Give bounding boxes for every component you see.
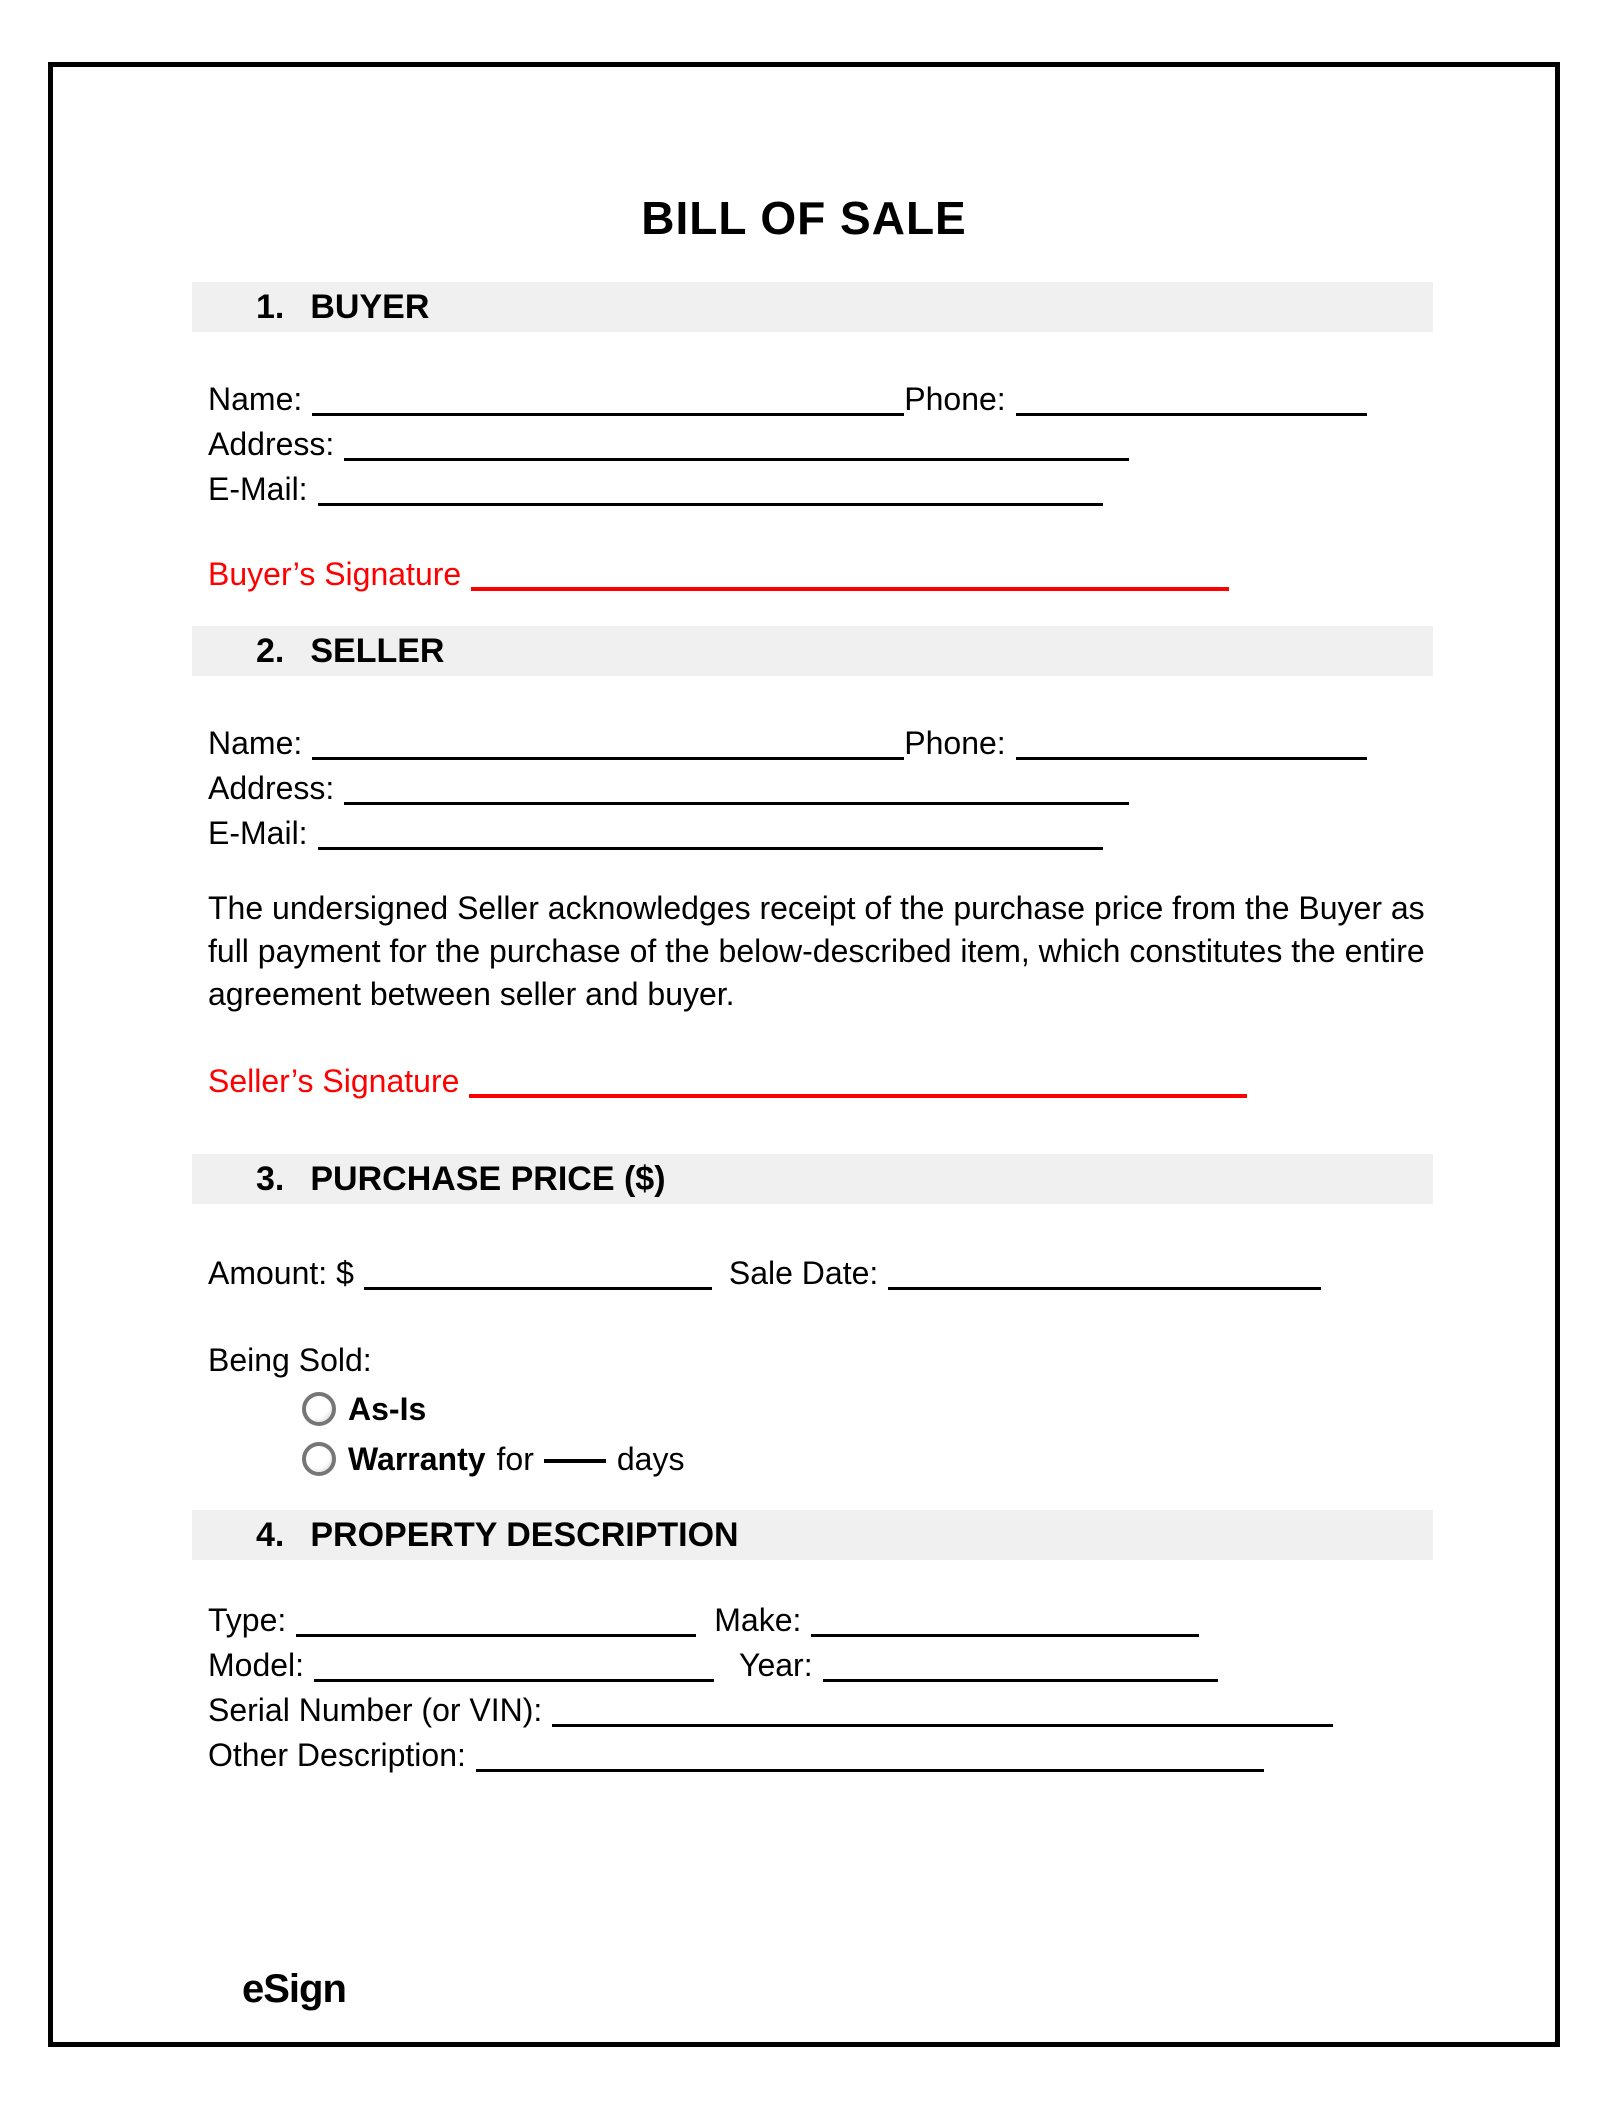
seller-section-header [192,626,1433,676]
buyer-address-label: Address: [208,426,335,462]
seller-address-field[interactable] [344,802,1129,805]
seller-email-row [208,810,1555,855]
seller-address-row [208,765,1555,810]
buyer-name-field[interactable] [312,413,904,416]
warranty-option-row [302,1434,1555,1484]
model-field[interactable] [314,1679,714,1682]
amount-row [208,1250,1555,1295]
buyer-signature-field[interactable] [471,587,1229,591]
serial-label: Serial Number (or VIN): [208,1692,543,1728]
seller-acknowledgement-text: The undersigned Seller acknowledges receipt of the purchase price from the Buyer as full payment for the purchase of the below-described item, which constitutes the entire agreement between seller and buyer. [208,890,1425,1012]
warranty-option-label: Warranty [348,1440,486,1477]
seller-phone-label: Phone: [904,725,1006,761]
serial-row [208,1687,1555,1732]
other-description-label: Other Description: [208,1737,466,1773]
make-field[interactable] [811,1634,1199,1637]
buyer-signature-row [208,551,1555,596]
type-field[interactable] [296,1634,696,1637]
model-label: Model: [208,1647,305,1683]
buyer-name-row [208,376,1555,421]
buyer-email-label: E-Mail: [208,471,308,507]
purchase-price-section-number: 3. [256,1159,285,1198]
property-description-section-header [192,1510,1433,1560]
purchase-price-section-title: PURCHASE PRICE ($) [310,1159,666,1198]
esign-logo: eSign [242,1967,346,2011]
purchase-price-section-header [192,1154,1433,1204]
seller-name-row [208,720,1555,765]
as-is-radio[interactable] [302,1392,336,1426]
buyer-phone-label: Phone: [904,381,1006,417]
buyer-address-row [208,421,1555,466]
serial-field[interactable] [552,1724,1333,1727]
make-label: Make: [714,1602,802,1638]
buyer-name-label: Name: [208,381,303,417]
amount-label: Amount: $ [208,1255,354,1291]
seller-section-title: SELLER [310,631,445,670]
seller-name-label: Name: [208,725,303,761]
sale-date-field[interactable] [888,1287,1321,1290]
as-is-option-row [302,1384,1555,1434]
property-description-section-number: 4. [256,1515,285,1554]
warranty-radio[interactable] [302,1442,336,1476]
buyer-section-header [192,282,1433,332]
type-label: Type: [208,1602,287,1638]
type-make-row [208,1597,1555,1642]
amount-field[interactable] [364,1287,712,1290]
seller-section-number: 2. [256,631,285,670]
seller-name-field[interactable] [312,757,904,760]
buyer-section-title: BUYER [310,287,430,326]
being-sold-label: Being Sold: [208,1342,372,1378]
as-is-option-label: As-Is [348,1390,427,1427]
seller-signature-label: Seller’s Signature [208,1063,460,1099]
warranty-for-label: for [496,1440,534,1477]
year-field[interactable] [823,1679,1218,1682]
year-label: Year: [739,1647,813,1683]
warranty-days-field[interactable] [544,1459,606,1463]
other-description-row [208,1732,1555,1777]
seller-address-label: Address: [208,770,335,806]
property-description-section-title: PROPERTY DESCRIPTION [310,1515,739,1554]
buyer-section-number: 1. [256,287,285,326]
seller-signature-row [208,1058,1555,1103]
buyer-address-field[interactable] [344,458,1129,461]
buyer-phone-field[interactable] [1016,413,1367,416]
buyer-email-field[interactable] [318,503,1103,506]
seller-signature-field[interactable] [469,1094,1247,1098]
model-year-row [208,1642,1555,1687]
seller-email-field[interactable] [318,847,1103,850]
document-title: BILL OF SALE [641,192,967,244]
sale-date-label: Sale Date: [728,1255,879,1291]
other-description-field[interactable] [476,1769,1264,1772]
page-border-frame [48,62,1560,2047]
seller-email-label: E-Mail: [208,815,308,851]
buyer-signature-label: Buyer’s Signature [208,556,462,592]
buyer-email-row [208,466,1555,511]
warranty-days-label: days [616,1440,685,1477]
being-sold-row [208,1337,1555,1382]
seller-phone-field[interactable] [1016,757,1367,760]
